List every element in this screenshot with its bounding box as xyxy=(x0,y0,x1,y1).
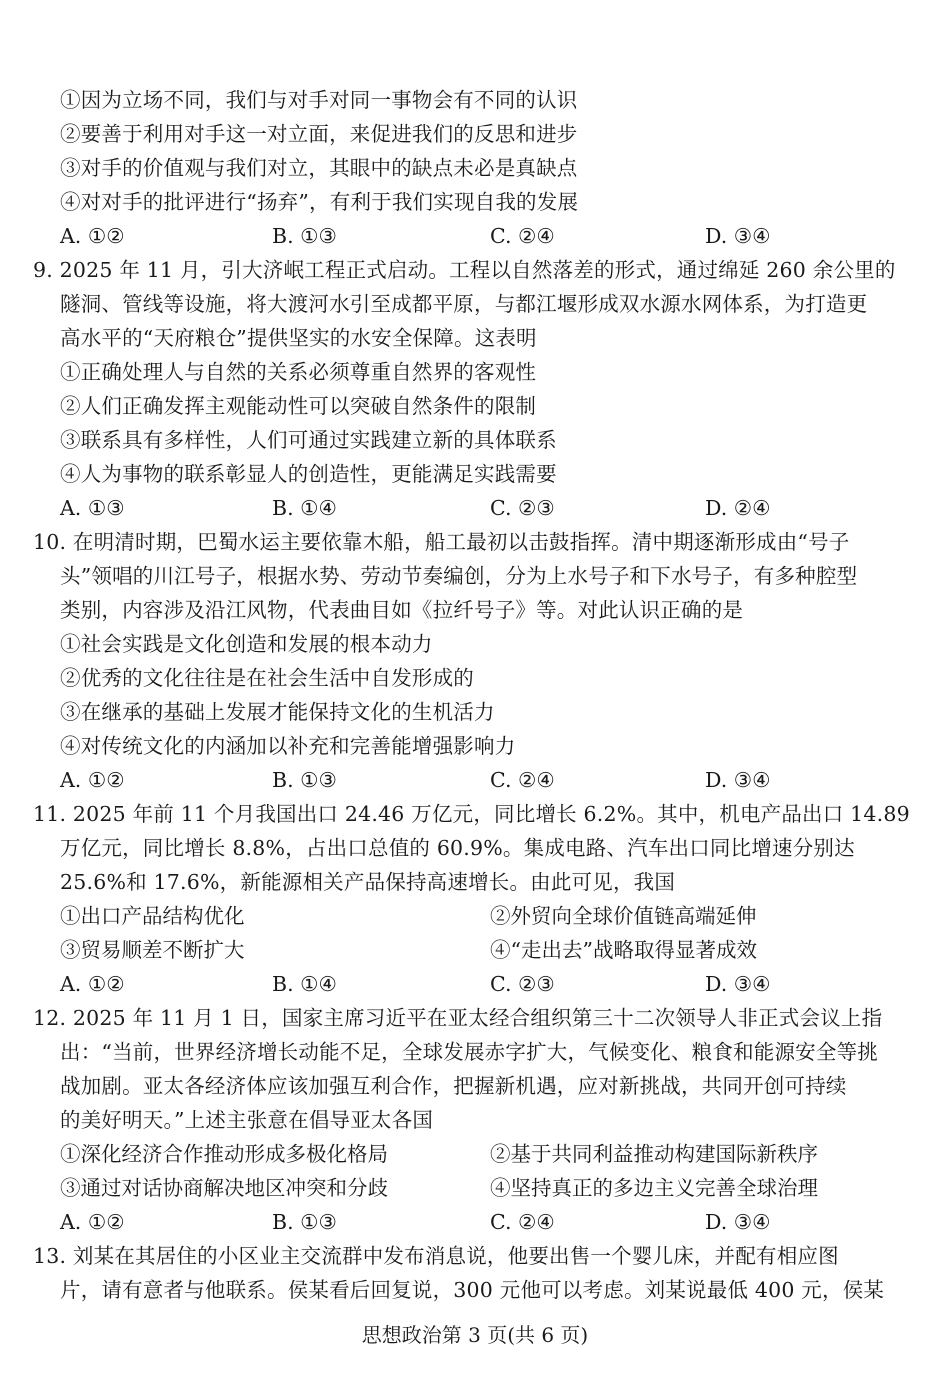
q9-option-d: D. ②④ xyxy=(705,496,771,520)
q9-option-b: B. ①④ xyxy=(272,496,337,520)
q11-option-c: C. ②③ xyxy=(490,972,555,996)
q10-option-d: D. ③④ xyxy=(705,768,771,792)
q8-item-1: ①因为立场不同，我们与对手对同一事物会有不同的认识 xyxy=(60,88,578,112)
q10-stem-line-2: 头”领唱的川江号子，根据水势、劳动节奏编创，分为上水号子和下水号子，有多种腔型 xyxy=(60,564,858,588)
q12-option-b: B. ①③ xyxy=(272,1210,337,1234)
q10-item-2: ②优秀的文化往往是在社会生活中自发形成的 xyxy=(60,666,474,690)
q8-item-3: ③对手的价值观与我们对立，其眼中的缺点未必是真缺点 xyxy=(60,156,578,180)
q8-option-a: A. ①② xyxy=(60,224,125,248)
q11-option-b: B. ①④ xyxy=(272,972,337,996)
q8-item-4: ④对对手的批评进行“扬弃”，有利于我们实现自我的发展 xyxy=(60,190,579,214)
q9-item-3: ③联系具有多样性，人们可通过实践建立新的具体联系 xyxy=(60,428,557,452)
q9-item-2: ②人们正确发挥主观能动性可以突破自然条件的限制 xyxy=(60,394,537,418)
q8-option-c: C. ②④ xyxy=(490,224,555,248)
q10-stem-line-3: 类别，内容涉及沿江风物，代表曲目如《拉纤号子》等。对此认识正确的是 xyxy=(60,598,744,622)
q11-stem-line-1: 11. 2025 年前 11 个月我国出口 24.46 万亿元，同比增长 6.2%。其中，机电产品出口 14.89 xyxy=(33,802,910,826)
q9-item-4: ④人为事物的联系彰显人的创造性，更能满足实践需要 xyxy=(60,462,557,486)
q10-item-4: ④对传统文化的内涵加以补充和完善能增强影响力 xyxy=(60,734,516,758)
q10-option-b: B. ①③ xyxy=(272,768,337,792)
q11-stem-line-3: 25.6%和 17.6%，新能源相关产品保持高速增长。由此可见，我国 xyxy=(60,870,676,894)
q9-stem-line-3: 高水平的“天府粮仓”提供坚实的水安全保障。这表明 xyxy=(60,326,537,350)
q10-item-3: ③在继承的基础上发展才能保持文化的生机活力 xyxy=(60,700,495,724)
q11-item-3: ③贸易顺差不断扩大 xyxy=(60,938,245,962)
q9-option-a: A. ①③ xyxy=(60,496,125,520)
q8-option-b: B. ①③ xyxy=(272,224,337,248)
q12-stem-line-3: 战加剧。亚太各经济体应该加强互利合作，把握新机遇，应对新挑战，共同开创可持续 xyxy=(60,1074,847,1098)
q12-item-1: ①深化经济合作推动形成多极化格局 xyxy=(60,1142,388,1166)
q12-option-d: D. ③④ xyxy=(705,1210,771,1234)
q12-item-3: ③通过对话协商解决地区冲突和分歧 xyxy=(60,1176,388,1200)
q10-stem-line-1: 10. 在明清时期，巴蜀水运主要依靠木船，船工最初以击鼓指挥。清中期逐渐形成由“号子 xyxy=(33,530,850,554)
q12-stem-line-2: 出：“当前，世界经济增长动能不足，全球发展赤字扩大，气候变化、粮食和能源安全等挑 xyxy=(60,1040,878,1064)
q9-stem-line-2: 隧洞、管线等设施，将大渡河水引至成都平原，与都江堰形成双水源水网体系，为打造更 xyxy=(60,292,868,316)
q11-option-a: A. ①② xyxy=(60,972,125,996)
q10-option-a: A. ①② xyxy=(60,768,125,792)
q11-stem-line-2: 万亿元，同比增长 8.8%，占出口总值的 60.9%。集成电路、汽车出口同比增速分别达 xyxy=(60,836,855,860)
q12-option-a: A. ①② xyxy=(60,1210,125,1234)
q12-option-c: C. ②④ xyxy=(490,1210,555,1234)
q9-option-c: C. ②③ xyxy=(490,496,555,520)
q11-item-2: ②外贸向全球价值链高端延伸 xyxy=(490,904,757,928)
q9-stem-line-1: 9. 2025 年 11 月，引大济岷工程正式启动。工程以自然落差的形式，通过绵延 260 余公里的 xyxy=(33,258,896,282)
page-footer: 思想政治第 3 页(共 6 页) xyxy=(361,1323,589,1347)
q12-item-4: ④坚持真正的多边主义完善全球治理 xyxy=(490,1176,818,1200)
q13-stem-line-2: 片，请有意者与他联系。侯某看后回复说，300 元他可以考虑。刘某说最低 400 元，侯某 xyxy=(60,1278,885,1302)
q11-option-d: D. ③④ xyxy=(705,972,771,996)
q11-item-4: ④“走出去”战略取得显著成效 xyxy=(490,938,757,962)
q12-stem-line-1: 12. 2025 年 11 月 1 日，国家主席习近平在亚太经合组织第三十二次领导人非正式会议上指 xyxy=(33,1006,883,1030)
q11-item-1: ①出口产品结构优化 xyxy=(60,904,245,928)
q8-option-d: D. ③④ xyxy=(705,224,771,248)
q12-item-2: ②基于共同利益推动构建国际新秩序 xyxy=(490,1142,818,1166)
q12-stem-line-4: 的美好明天。”上述主张意在倡导亚太各国 xyxy=(60,1108,434,1132)
q10-option-c: C. ②④ xyxy=(490,768,555,792)
q13-stem-line-1: 13. 刘某在其居住的小区业主交流群中发布消息说，他要出售一个婴儿床，并配有相应图 xyxy=(33,1244,839,1268)
q9-item-1: ①正确处理人与自然的关系必须尊重自然界的客观性 xyxy=(60,360,537,384)
q8-item-2: ②要善于利用对手这一对立面，来促进我们的反思和进步 xyxy=(60,122,578,146)
q10-item-1: ①社会实践是文化创造和发展的根本动力 xyxy=(60,632,433,656)
